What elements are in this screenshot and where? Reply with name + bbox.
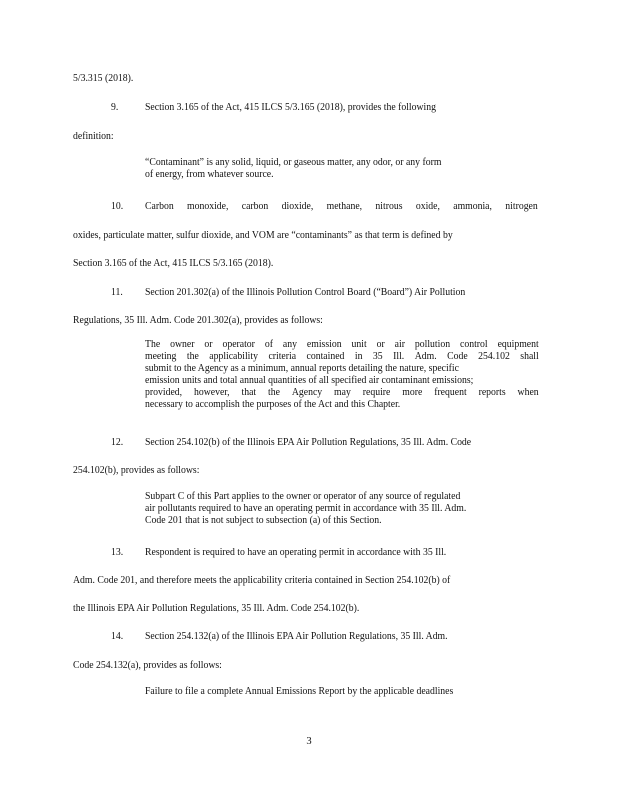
justified-word: oxide, [415,201,440,212]
quote-line: of energy, from whatever source. [145,169,274,180]
justified-word: monoxide, [187,201,229,212]
paragraph-13-line-2: Adm. Code 201, and therefore meets the applicability criteria contained in Section 254.102(b) of [73,575,451,586]
paragraph-number-13: 13. [111,547,124,558]
justified-word: carbon [241,201,269,212]
justified-word: reports [478,387,506,398]
justified-word: dioxide, [281,201,314,212]
justified-word: more [402,387,423,398]
paragraph-9-line-1: Section 3.165 of the Act, 415 ILCS 5/3.165 (2018), provides the following [145,102,437,113]
paragraph-11-line-2: Regulations, 35 Ill. Adm. Code 201.302(a), provides as follows: [73,315,323,326]
justified-word: equipment [497,339,539,350]
paragraph-14-line-2: Code 254.132(a), provides as follows: [73,660,222,671]
contaminant-definition-quote [145,157,542,181]
quote-line [145,387,539,399]
justified-word: the [186,351,199,362]
justified-word: criteria [268,351,297,362]
quote-line: Subpart C of this Part applies to the owner or operator of any source of regulated [145,491,461,502]
justified-word: when [517,387,539,398]
justified-word: ammonia, [453,201,492,212]
justified-word: 254.102 [478,351,510,362]
justified-word: applicability [209,351,258,362]
paragraph-number-9: 9. [111,102,119,113]
justified-word: provided, [145,387,183,398]
justified-word: meeting [145,351,177,362]
paragraph-number-12: 12. [111,437,124,448]
quote-line: Failure to file a complete Annual Emissions Report by the applicable deadlines [145,686,454,697]
paragraph-13-line-1: Respondent is required to have an operating permit in accordance with 35 Ill. [145,547,447,558]
justified-word: however, [193,387,230,398]
quote-line [145,339,539,351]
justified-word: unit [351,339,367,350]
justified-word: frequent [434,387,467,398]
paragraph-10-line-3: Section 3.165 of the Act, 415 ILCS 5/3.165 (2018). [73,258,274,269]
justified-word: pollution [414,339,451,350]
justified-word: nitrous [375,201,403,212]
justified-word: or [204,339,213,350]
justified-word: or [376,339,385,350]
justified-word: Ill. [393,351,405,362]
reporting-requirement-quote [145,339,539,411]
paragraph-number-14: 14. [111,631,124,642]
paragraph-number-11: 11. [111,287,123,298]
justified-word: control [460,339,488,350]
paragraph-number-10: 10. [111,201,124,212]
quote-line: air pollutants required to have an operating permit in accordance with 35 Ill. Adm. [145,503,467,514]
paragraph-10-line-1 [145,200,538,213]
paragraph-11-line-1: Section 201.302(a) of the Illinois Pollution Control Board (“Board”) Air Pollution [145,287,466,298]
justified-word: any [282,339,297,350]
justified-word: operator [222,339,255,350]
justified-word: 35 [372,351,383,362]
justified-word: shall [520,351,539,362]
subpart-c-quote [145,491,542,527]
justified-word: may [334,387,351,398]
justified-word: emission [306,339,342,350]
justified-word: Code [447,351,468,362]
justified-word: require [362,387,391,398]
failure-to-file-quote [145,686,542,698]
quote-line: necessary to accomplish the purposes of the Act and this Chapter. [145,399,401,410]
page-number: 3 [306,736,312,747]
paragraph-12-line-1: Section 254.102(b) of the Illinois EPA Air Pollution Regulations, 35 Ill. Adm. Code [145,437,472,448]
quote-line: emission units and total annual quantities of all specified air contaminant emissions; [145,375,474,386]
quote-line: “Contaminant” is any solid, liquid, or gaseous matter, any odor, or any form [145,157,442,168]
paragraph-14-line-1: Section 254.132(a) of the Illinois EPA Air Pollution Regulations, 35 Ill. Adm. [145,631,448,642]
justified-word: of [264,339,273,350]
quote-line: submit to the Agency as a minimum, annual reports detailing the nature, specific [145,363,459,374]
justified-word: owner [170,339,195,350]
justified-word: contained [306,351,345,362]
paragraph-10-line-2: oxides, particulate matter, sulfur dioxide, and VOM are “contaminants” as that term is defined by [73,230,453,241]
justified-word: Carbon [145,201,174,212]
justified-word: air [394,339,405,350]
continuation-line: 5/3.315 (2018). [73,73,134,84]
justified-word: that [241,387,257,398]
justified-word: methane, [326,201,363,212]
justified-word: nitrogen [505,201,538,212]
justified-word: The [145,339,161,350]
justified-word: Agency [291,387,323,398]
paragraph-9-line-2: definition: [73,131,114,142]
justified-word: the [268,387,280,398]
justified-word: in [354,351,363,362]
paragraph-12-line-2: 254.102(b), provides as follows: [73,465,200,476]
quote-line [145,351,539,363]
quote-line: Code 201 that is not subject to subsection (a) of this Section. [145,515,382,526]
justified-word: Adm. [414,351,437,362]
paragraph-13-line-3: the Illinois EPA Air Pollution Regulations, 35 Ill. Adm. Code 254.102(b). [73,603,360,614]
